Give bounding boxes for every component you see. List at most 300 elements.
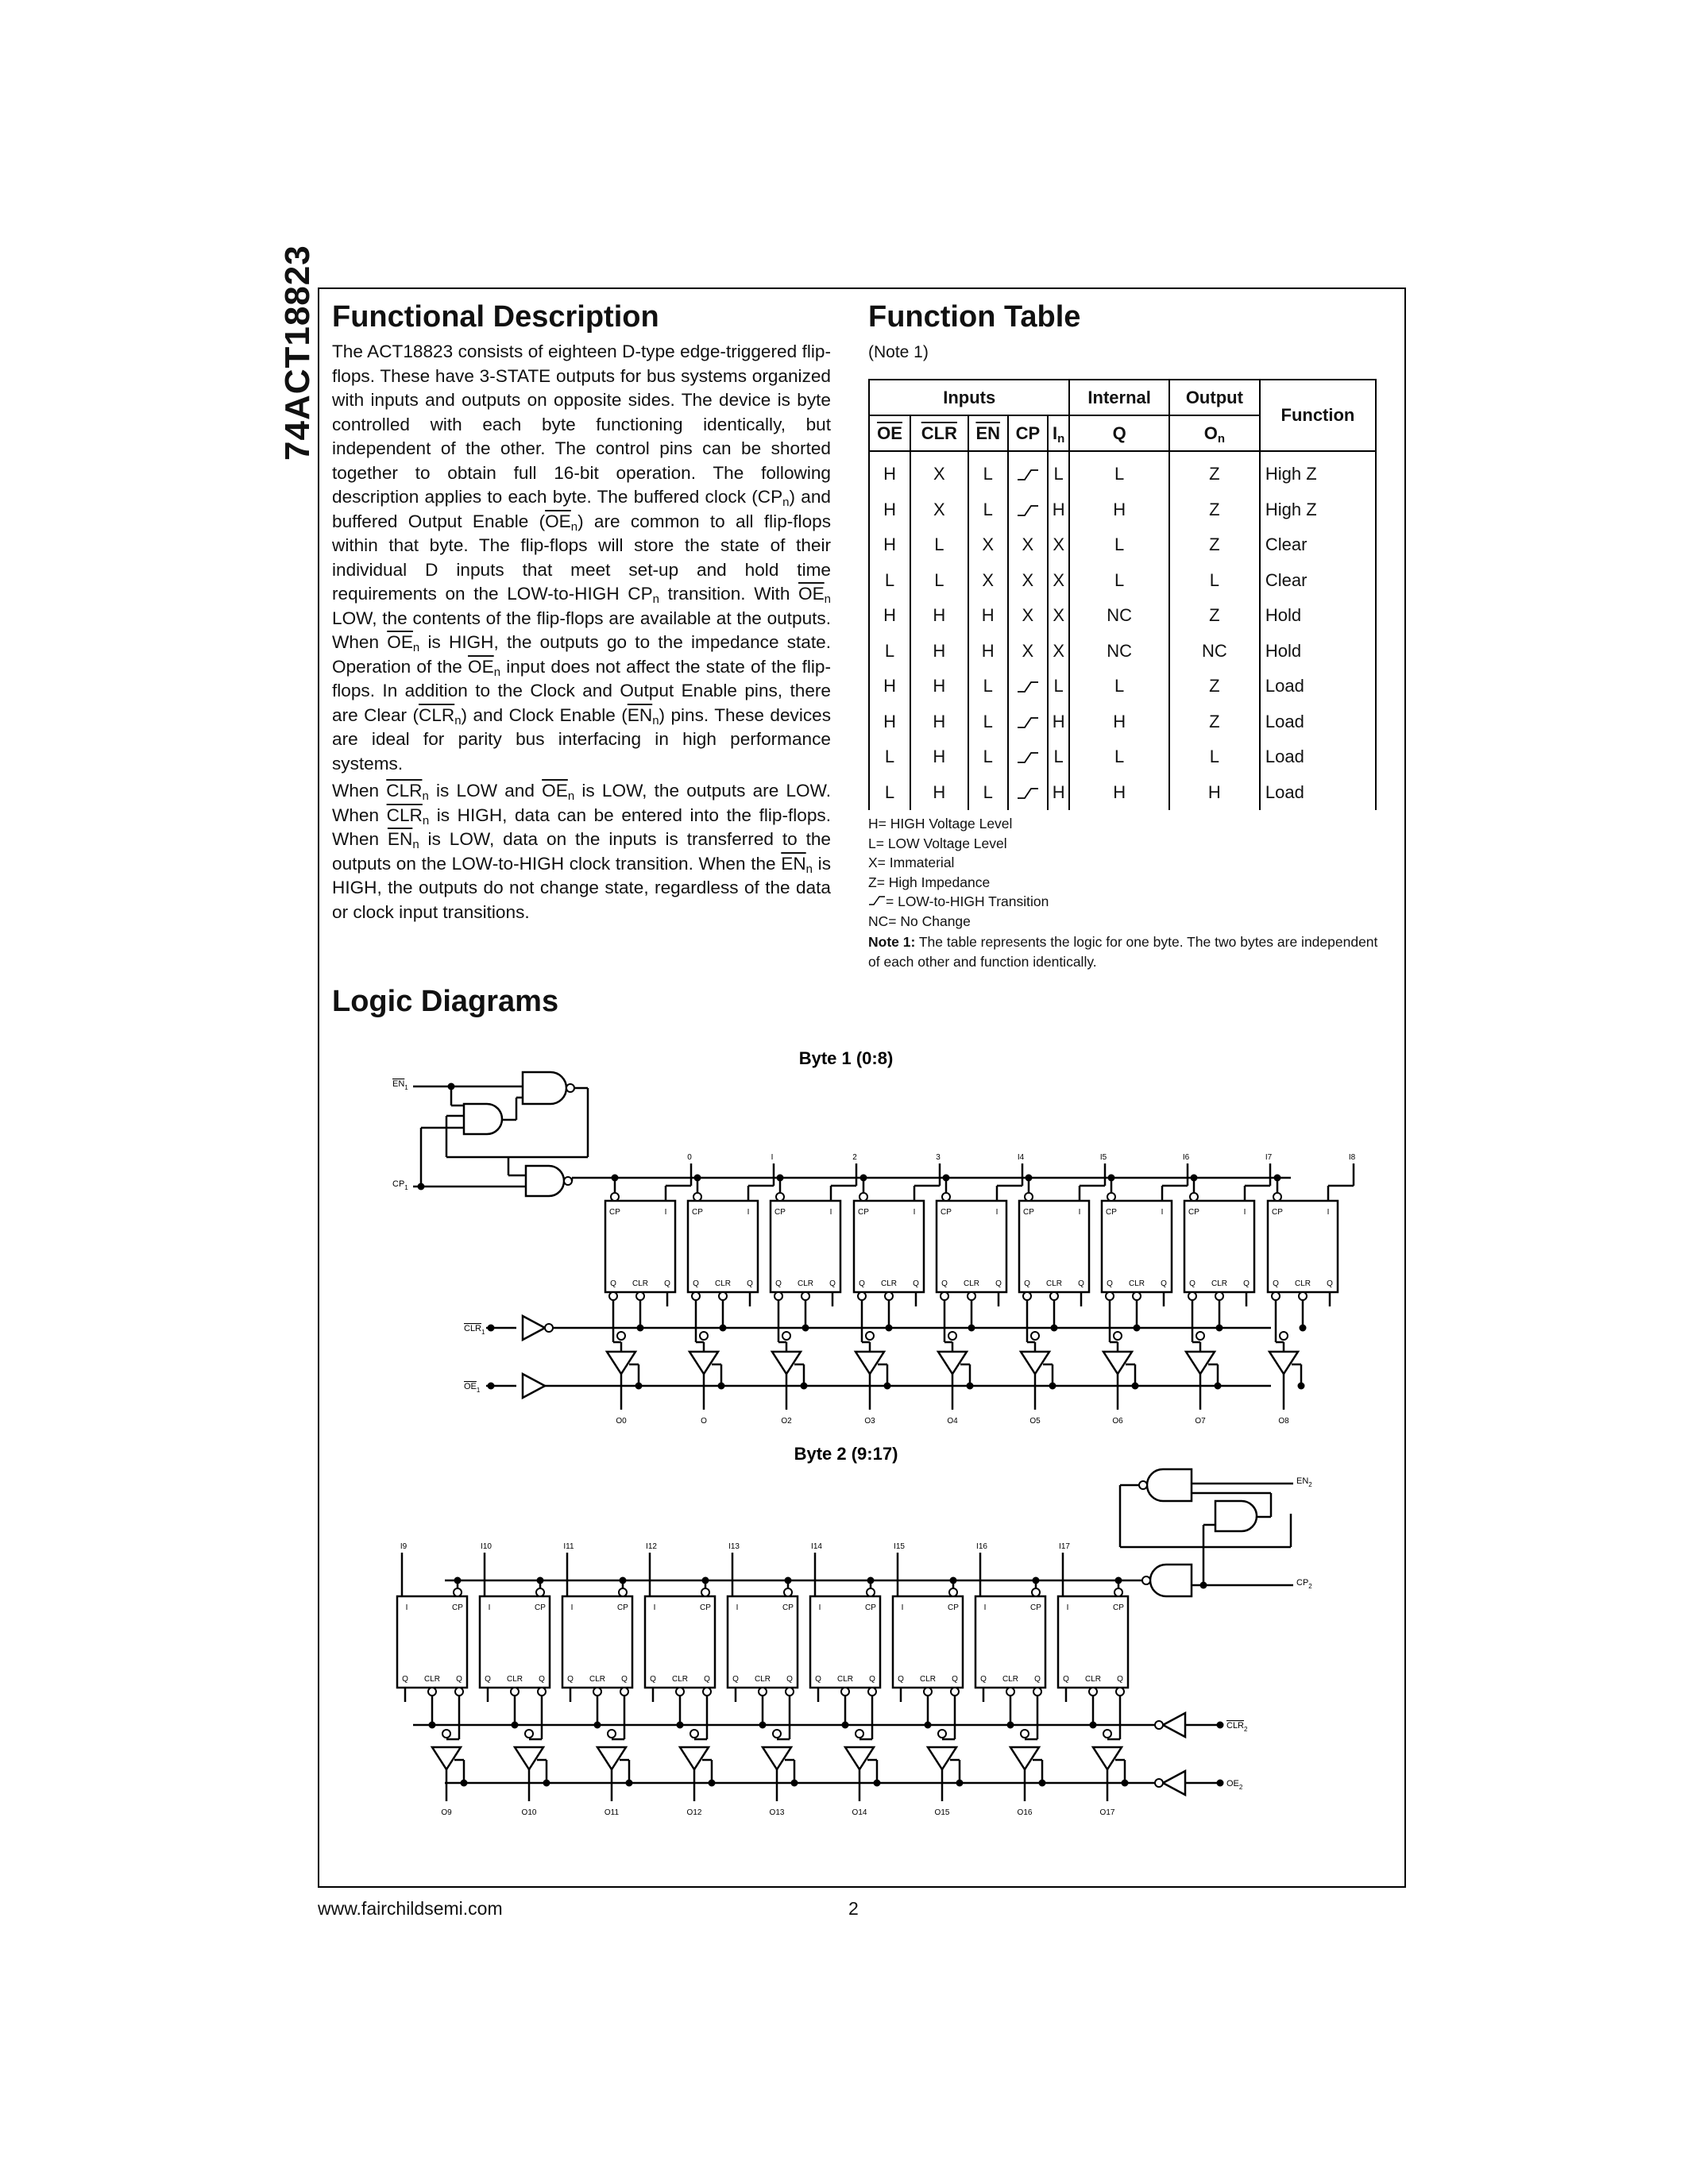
overlined-signal: $\overline{CLR}$ — [419, 704, 455, 725]
signal-name: CP — [1296, 1578, 1309, 1588]
output-label: O2 — [781, 1417, 792, 1426]
legend-text: L= LOW Voltage Level — [868, 835, 1007, 851]
byte1-title: Byte 1 (0:8) — [798, 1048, 894, 1068]
ff-label-q2: Q — [1327, 1279, 1333, 1288]
inversion-bubble — [782, 1332, 790, 1340]
inversion-bubble — [1196, 1332, 1204, 1340]
inversion-bubble — [773, 1730, 781, 1738]
inversion-bubble — [1273, 1193, 1281, 1201]
output-label: O — [701, 1417, 707, 1426]
ff-label-clr: CLR — [1084, 1675, 1102, 1684]
table-cell: L — [968, 492, 1008, 528]
overlined-signal: $\overline{OE}$ — [798, 584, 825, 604]
inversion-bubble — [1142, 1576, 1150, 1584]
inversion-bubble — [1023, 1292, 1031, 1300]
table-cell: High Z — [1260, 492, 1376, 528]
table-cell: L — [1169, 563, 1260, 599]
inversion-bubble — [719, 1292, 727, 1300]
junction-dot — [488, 1325, 495, 1332]
ff-label-q: Q — [402, 1675, 408, 1684]
ff-label-top-left: CP — [1106, 1208, 1117, 1217]
table-cell: L — [869, 563, 910, 599]
ff-label-q: Q — [898, 1675, 904, 1684]
subscript-n: n — [422, 789, 429, 803]
text-run: is LOW, data on the inputs is transferred to the outputs on the LOW-to-HIGH clock transition. When the — [332, 829, 831, 874]
table-cell: L — [968, 704, 1008, 740]
ff-label-top-right: CP — [1030, 1603, 1041, 1612]
table-cell: L — [1069, 669, 1168, 704]
table-cell: H — [869, 527, 910, 563]
junction-dot — [874, 1780, 881, 1787]
inversion-bubble — [1050, 1292, 1058, 1300]
tristate-buffer — [1186, 1352, 1215, 1374]
ff-label-clr: CLR — [632, 1279, 649, 1288]
ff-label-q: Q — [732, 1675, 739, 1684]
table-cell: L — [869, 739, 910, 775]
ff-label-q: Q — [815, 1675, 821, 1684]
ff-label-clr: CLR — [836, 1675, 854, 1684]
ff-label-top-left: I — [983, 1603, 987, 1612]
table-cell: L — [968, 451, 1008, 492]
ff-label-clr: CLR — [589, 1675, 606, 1684]
ff-label-top-right: CP — [617, 1603, 628, 1612]
junction-dot — [1215, 1383, 1222, 1390]
ff-label-q2: Q — [869, 1675, 875, 1684]
byte1-clr-label — [464, 1324, 485, 1336]
ff-label-top-right: I — [829, 1208, 832, 1217]
inversion-bubble — [538, 1688, 546, 1696]
inversion-bubble — [1116, 1688, 1124, 1696]
inversion-bubble — [564, 1177, 572, 1185]
input-label: 0 — [687, 1153, 692, 1162]
tristate-buffer — [856, 1352, 884, 1374]
table-cell: L — [1048, 669, 1070, 704]
ff-label-q: Q — [610, 1279, 616, 1288]
overlined-signal: $\overline{OE}$ — [542, 781, 568, 801]
table-cell: Hold — [1260, 634, 1376, 669]
text-run: ) and buffered Output Enable ( — [332, 487, 831, 531]
subscript-n: n — [567, 789, 575, 803]
text-run: input does not affect the state of the flip-flops. In addition to the Clock and Output Enable pins, there are Clear ( — [332, 656, 831, 725]
inversion-bubble — [774, 1292, 782, 1300]
junction-dot — [635, 1383, 643, 1390]
table-cell: H — [1069, 492, 1168, 528]
inversion-bubble — [611, 1193, 619, 1201]
table-cell: L — [968, 739, 1008, 775]
signal-name: OE — [464, 1382, 477, 1391]
table-cell: X — [968, 527, 1008, 563]
subscript-n: n — [570, 519, 578, 534]
junction-dot — [842, 1722, 849, 1729]
inversion-bubble — [620, 1688, 628, 1696]
inversion-bubble — [866, 1332, 874, 1340]
table-cell: X — [1008, 527, 1048, 563]
ff-label-top-right: CP — [700, 1603, 711, 1612]
ff-label-q: Q — [650, 1675, 656, 1684]
table-cell: H — [910, 775, 968, 811]
inversion-bubble — [1006, 1688, 1014, 1696]
junction-dot — [777, 1175, 784, 1182]
ff-label-top-right: CP — [782, 1603, 794, 1612]
inversion-bubble — [428, 1688, 436, 1696]
ff-label-top-left: I — [653, 1603, 656, 1612]
output-label: O13 — [769, 1808, 785, 1817]
table-cell: Load — [1260, 669, 1376, 704]
junction-dot — [1051, 1325, 1058, 1332]
ff-label-top-left: CP — [1272, 1208, 1283, 1217]
ff-label-q: Q — [485, 1675, 491, 1684]
text-run: is LOW, the outputs are LOW. When — [332, 781, 831, 825]
ff-label-top-right: CP — [948, 1603, 959, 1612]
junction-dot — [720, 1325, 727, 1332]
junction-dot — [943, 1175, 950, 1182]
junction-dot — [594, 1722, 601, 1729]
ff-label-top-left: CP — [941, 1208, 952, 1217]
ff-label-top-left: CP — [858, 1208, 869, 1217]
ff-label-top-left: CP — [692, 1208, 703, 1217]
inversion-bubble — [1272, 1292, 1280, 1300]
subscript-n: n — [652, 713, 659, 727]
table-cell: NC — [1069, 598, 1168, 634]
inversion-bubble — [968, 1292, 975, 1300]
table-cell: L — [1048, 739, 1070, 775]
output-label: O11 — [604, 1808, 620, 1817]
inversion-bubble — [948, 1332, 956, 1340]
table-cell: High Z — [1260, 451, 1376, 492]
junction-dot — [677, 1722, 684, 1729]
table-cell: Load — [1260, 704, 1376, 740]
junction-dot — [1007, 1722, 1014, 1729]
table-cell: H — [869, 492, 910, 528]
tristate-buffer — [1093, 1747, 1122, 1769]
ff-label-clr: CLR — [714, 1279, 732, 1288]
inversion-bubble — [1215, 1292, 1223, 1300]
tristate-buffer — [607, 1352, 635, 1374]
subscript-n: n — [493, 665, 501, 679]
input-label: I13 — [728, 1542, 740, 1551]
column-header-label: O — [1203, 423, 1218, 443]
function-header: Function — [1260, 380, 1376, 451]
signal-name: EN — [392, 1079, 405, 1089]
inversion-bubble — [867, 1588, 875, 1596]
byte2-clr-buffer — [1163, 1713, 1185, 1737]
table-cell: X — [968, 563, 1008, 599]
junction-dot — [1217, 1780, 1224, 1787]
junction-dot — [637, 1325, 644, 1332]
ff-label-top-right: I — [747, 1208, 750, 1217]
junction-dot — [1033, 1577, 1040, 1584]
ff-label-top-left: I — [488, 1603, 491, 1612]
ff-label-q: Q — [859, 1279, 865, 1288]
byte2-en-gate — [1147, 1469, 1192, 1501]
junction-dot — [956, 1780, 964, 1787]
table-cell: L — [968, 669, 1008, 704]
signal-name: CP — [392, 1179, 405, 1189]
junction-dot — [694, 1175, 701, 1182]
inversion-bubble — [619, 1588, 627, 1596]
inversion-bubble — [593, 1688, 601, 1696]
table-cell: H — [869, 451, 910, 492]
output-label: O10 — [521, 1808, 537, 1817]
output-group-header: Output — [1169, 380, 1260, 415]
function-table-heading: Function Table — [868, 300, 1081, 334]
inversion-bubble — [856, 1730, 863, 1738]
inversion-bubble — [690, 1730, 698, 1738]
junction-dot — [860, 1175, 867, 1182]
inversion-bubble — [941, 1292, 948, 1300]
table-cell: H — [869, 704, 910, 740]
inversion-bubble — [1114, 1332, 1122, 1340]
output-label: O7 — [1195, 1417, 1206, 1426]
inversion-bubble — [885, 1292, 893, 1300]
text-run: ) and Clock Enable ( — [461, 704, 628, 725]
table-cell: Load — [1260, 775, 1376, 811]
inversion-bubble — [868, 1688, 876, 1696]
ff-label-top-right: I — [664, 1208, 667, 1217]
ff-label-clr: CLR — [1002, 1675, 1019, 1684]
byte1-oe-label — [464, 1382, 481, 1394]
inversion-bubble — [1139, 1481, 1147, 1489]
subscript-n: n — [422, 813, 430, 828]
inversion-bubble — [1106, 1292, 1114, 1300]
table-cell: L — [1069, 451, 1168, 492]
ff-label-q: Q — [1189, 1279, 1196, 1288]
table-cell: X — [1048, 598, 1070, 634]
input-label: I9 — [400, 1542, 408, 1551]
ff-label-q2: Q — [621, 1675, 628, 1684]
junction-dot — [429, 1722, 436, 1729]
junction-dot — [967, 1383, 974, 1390]
inversion-bubble — [1031, 1332, 1039, 1340]
inversion-bubble — [1021, 1730, 1029, 1738]
tristate-buffer — [938, 1352, 967, 1374]
inversion-bubble — [938, 1730, 946, 1738]
input-label: I8 — [1348, 1153, 1356, 1162]
table-cell: Z — [1169, 492, 1260, 528]
junction-dot — [785, 1577, 792, 1584]
column-header-label: CP — [1015, 423, 1041, 443]
ff-label-q: Q — [567, 1675, 574, 1684]
junction-dot — [1191, 1175, 1198, 1182]
ff-label-clr: CLR — [1294, 1279, 1311, 1288]
tristate-buffer — [432, 1747, 461, 1769]
inversion-bubble — [676, 1688, 684, 1696]
legend-text: Z= High Impedance — [868, 874, 991, 890]
junction-dot — [791, 1780, 798, 1787]
signal-name: CLR — [464, 1324, 482, 1333]
inversion-bubble — [692, 1292, 700, 1300]
overlined-signal: $\overline{EN}$ — [627, 704, 653, 725]
subscript-n: n — [412, 641, 420, 654]
table-cell: Z — [1169, 669, 1260, 704]
output-label: O5 — [1029, 1417, 1041, 1426]
junction-dot — [418, 1183, 425, 1190]
inversion-bubble — [442, 1730, 450, 1738]
ff-label-top-left: I — [570, 1603, 574, 1612]
ff-label-clr: CLR — [797, 1279, 814, 1288]
output-label: O8 — [1278, 1417, 1289, 1426]
inversion-bubble — [545, 1324, 553, 1332]
input-label: 3 — [936, 1153, 941, 1162]
byte1-en-label — [392, 1079, 408, 1091]
signal-subscript: 2 — [1244, 1726, 1248, 1733]
legend-text: H= HIGH Voltage Level — [868, 816, 1013, 832]
signal-name: CLR — [1226, 1721, 1245, 1731]
ff-label-top-right: CP — [865, 1603, 876, 1612]
signal-subscript: 1 — [404, 1184, 408, 1191]
table-cell: H — [910, 739, 968, 775]
table-cell: H — [1069, 775, 1168, 811]
text-run: is HIGH, data can be entered into the flip-flops. When — [332, 805, 831, 849]
output-label: O15 — [934, 1808, 950, 1817]
ff-label-top-right: CP — [535, 1603, 546, 1612]
text-run: transition. With — [659, 584, 798, 604]
overlined-signal: $\overline{CLR}$ — [386, 781, 423, 801]
column-header-label: $\overline{CLR}$ — [921, 423, 957, 443]
ff-label-q: Q — [941, 1279, 948, 1288]
input-label: I7 — [1265, 1153, 1273, 1162]
ff-label-top-right: CP — [1113, 1603, 1124, 1612]
junction-dot — [1216, 1325, 1223, 1332]
ff-label-top-right: I — [1078, 1208, 1081, 1217]
table-cell: NC — [1069, 634, 1168, 669]
table-cell: Hold — [1260, 598, 1376, 634]
junction-dot — [1134, 1325, 1141, 1332]
junction-dot — [448, 1083, 455, 1090]
logic-diagrams-heading: Logic Diagrams — [332, 985, 559, 1018]
signal-name: EN — [1296, 1476, 1309, 1486]
ff-label-top-left: I — [901, 1603, 904, 1612]
column-header-label: I — [1053, 423, 1058, 443]
ff-label-clr: CLR — [880, 1279, 898, 1288]
ff-label-clr: CLR — [423, 1675, 441, 1684]
table-cell: X — [1048, 563, 1070, 599]
ff-label-top-left: I — [1066, 1603, 1069, 1612]
junction-dot — [1122, 1780, 1129, 1787]
ff-label-top-right: I — [913, 1208, 916, 1217]
internal-group-header: Internal — [1069, 380, 1168, 415]
overlined-signal: $\overline{OE}$ — [545, 511, 571, 531]
inputs-group-header: Inputs — [869, 380, 1069, 415]
inversion-bubble — [566, 1084, 574, 1092]
inversion-bubble — [1033, 1688, 1041, 1696]
byte1-clr-buffer — [523, 1316, 545, 1340]
legend-text: X= Immaterial — [868, 855, 955, 870]
ff-label-top-left: I — [818, 1603, 821, 1612]
inversion-bubble — [700, 1332, 708, 1340]
footer-website: www.fairchildsemi.com — [318, 1898, 503, 1919]
junction-dot — [968, 1325, 975, 1332]
table-cell: Z — [1169, 451, 1260, 492]
text-run: The ACT18823 consists of eighteen D-type edge-triggered flip-flops. These have 3-STATE outputs for bus systems organized with inputs and outputs on opposite sides. The device is byte controlled with each byte functioning identically, but independent of the other. The control pins can be shorted together to obtain full 16-bit operation. The following description applies to each byte. The buffered clock (CP — [332, 341, 831, 507]
byte2-cp-label — [1296, 1578, 1312, 1590]
ff-label-clr: CLR — [963, 1279, 980, 1288]
inversion-bubble — [525, 1730, 533, 1738]
table-cell: H — [869, 598, 910, 634]
signal-subscript: 1 — [404, 1084, 408, 1091]
input-label: I5 — [1099, 1153, 1107, 1162]
ff-label-q2: Q — [1034, 1675, 1041, 1684]
ff-label-top-left: I — [736, 1603, 739, 1612]
inversion-bubble — [1103, 1730, 1111, 1738]
footer-page-number: 2 — [848, 1898, 859, 1919]
tristate-buffer — [763, 1747, 791, 1769]
table-cell: X — [1008, 634, 1048, 669]
ff-label-q2: Q — [786, 1675, 793, 1684]
table-cell: H — [869, 669, 910, 704]
signal-subscript: 2 — [1238, 1784, 1243, 1791]
junction-dot — [488, 1383, 495, 1390]
inversion-bubble — [1155, 1779, 1163, 1787]
table-cell: L — [1069, 739, 1168, 775]
overlined-signal: $\overline{OE}$ — [387, 632, 413, 652]
byte1-oe-buffer — [523, 1374, 545, 1398]
table-cell: L — [1069, 563, 1168, 599]
input-label: 2 — [852, 1153, 857, 1162]
ff-label-q: Q — [980, 1675, 987, 1684]
junction-dot — [1115, 1577, 1122, 1584]
junction-dot — [626, 1780, 633, 1787]
functional-description-heading: Functional Description — [332, 300, 659, 334]
junction-dot — [1132, 1383, 1139, 1390]
ff-label-q: Q — [1107, 1279, 1113, 1288]
ff-label-top-left: CP — [774, 1208, 786, 1217]
inversion-bubble — [1299, 1292, 1307, 1300]
ff-label-top-right: CP — [452, 1603, 463, 1612]
signal-subscript: 2 — [1308, 1481, 1312, 1488]
inversion-bubble — [608, 1730, 616, 1738]
table-cell: L — [869, 775, 910, 811]
table-cell: X — [1048, 527, 1070, 563]
byte1-hold-gate — [464, 1104, 502, 1134]
inversion-bubble — [454, 1588, 462, 1596]
table-cell: Z — [1169, 527, 1260, 563]
table-cell: X — [910, 451, 968, 492]
tristate-buffer — [515, 1747, 543, 1769]
inversion-bubble — [859, 1193, 867, 1201]
input-label: I16 — [976, 1542, 987, 1551]
note-text: The table represents the logic for one byte. The two bytes are independent of each other and function identically. — [868, 934, 1378, 970]
ff-label-q2: Q — [913, 1279, 919, 1288]
junction-dot — [801, 1383, 808, 1390]
signal-subscript: 2 — [1308, 1583, 1312, 1590]
junction-dot — [620, 1577, 627, 1584]
inversion-bubble — [511, 1688, 519, 1696]
output-label: O9 — [441, 1808, 452, 1817]
inversion-bubble — [802, 1292, 809, 1300]
input-label: I4 — [1017, 1153, 1025, 1162]
output-label: O0 — [616, 1417, 627, 1426]
signal-name: OE — [1226, 1779, 1239, 1788]
signal-subscript: 1 — [476, 1387, 481, 1394]
table-cell: L — [910, 563, 968, 599]
byte2-en-label — [1296, 1476, 1312, 1488]
junction-dot — [461, 1780, 468, 1787]
ff-label-q: Q — [1273, 1279, 1279, 1288]
column-header-label: $\overline{OE}$ — [877, 423, 902, 443]
subscript-n: n — [454, 713, 462, 727]
ff-label-clr: CLR — [919, 1675, 937, 1684]
table-cell: NC — [1169, 634, 1260, 669]
ff-label-q2: Q — [1161, 1279, 1167, 1288]
byte2-clr-label — [1226, 1721, 1248, 1733]
output-label: O4 — [947, 1417, 958, 1426]
ff-label-top-left: CP — [1023, 1208, 1034, 1217]
output-label: O6 — [1112, 1417, 1123, 1426]
inversion-bubble — [701, 1588, 709, 1596]
table-cell: H — [968, 634, 1008, 669]
inversion-bubble — [858, 1292, 866, 1300]
